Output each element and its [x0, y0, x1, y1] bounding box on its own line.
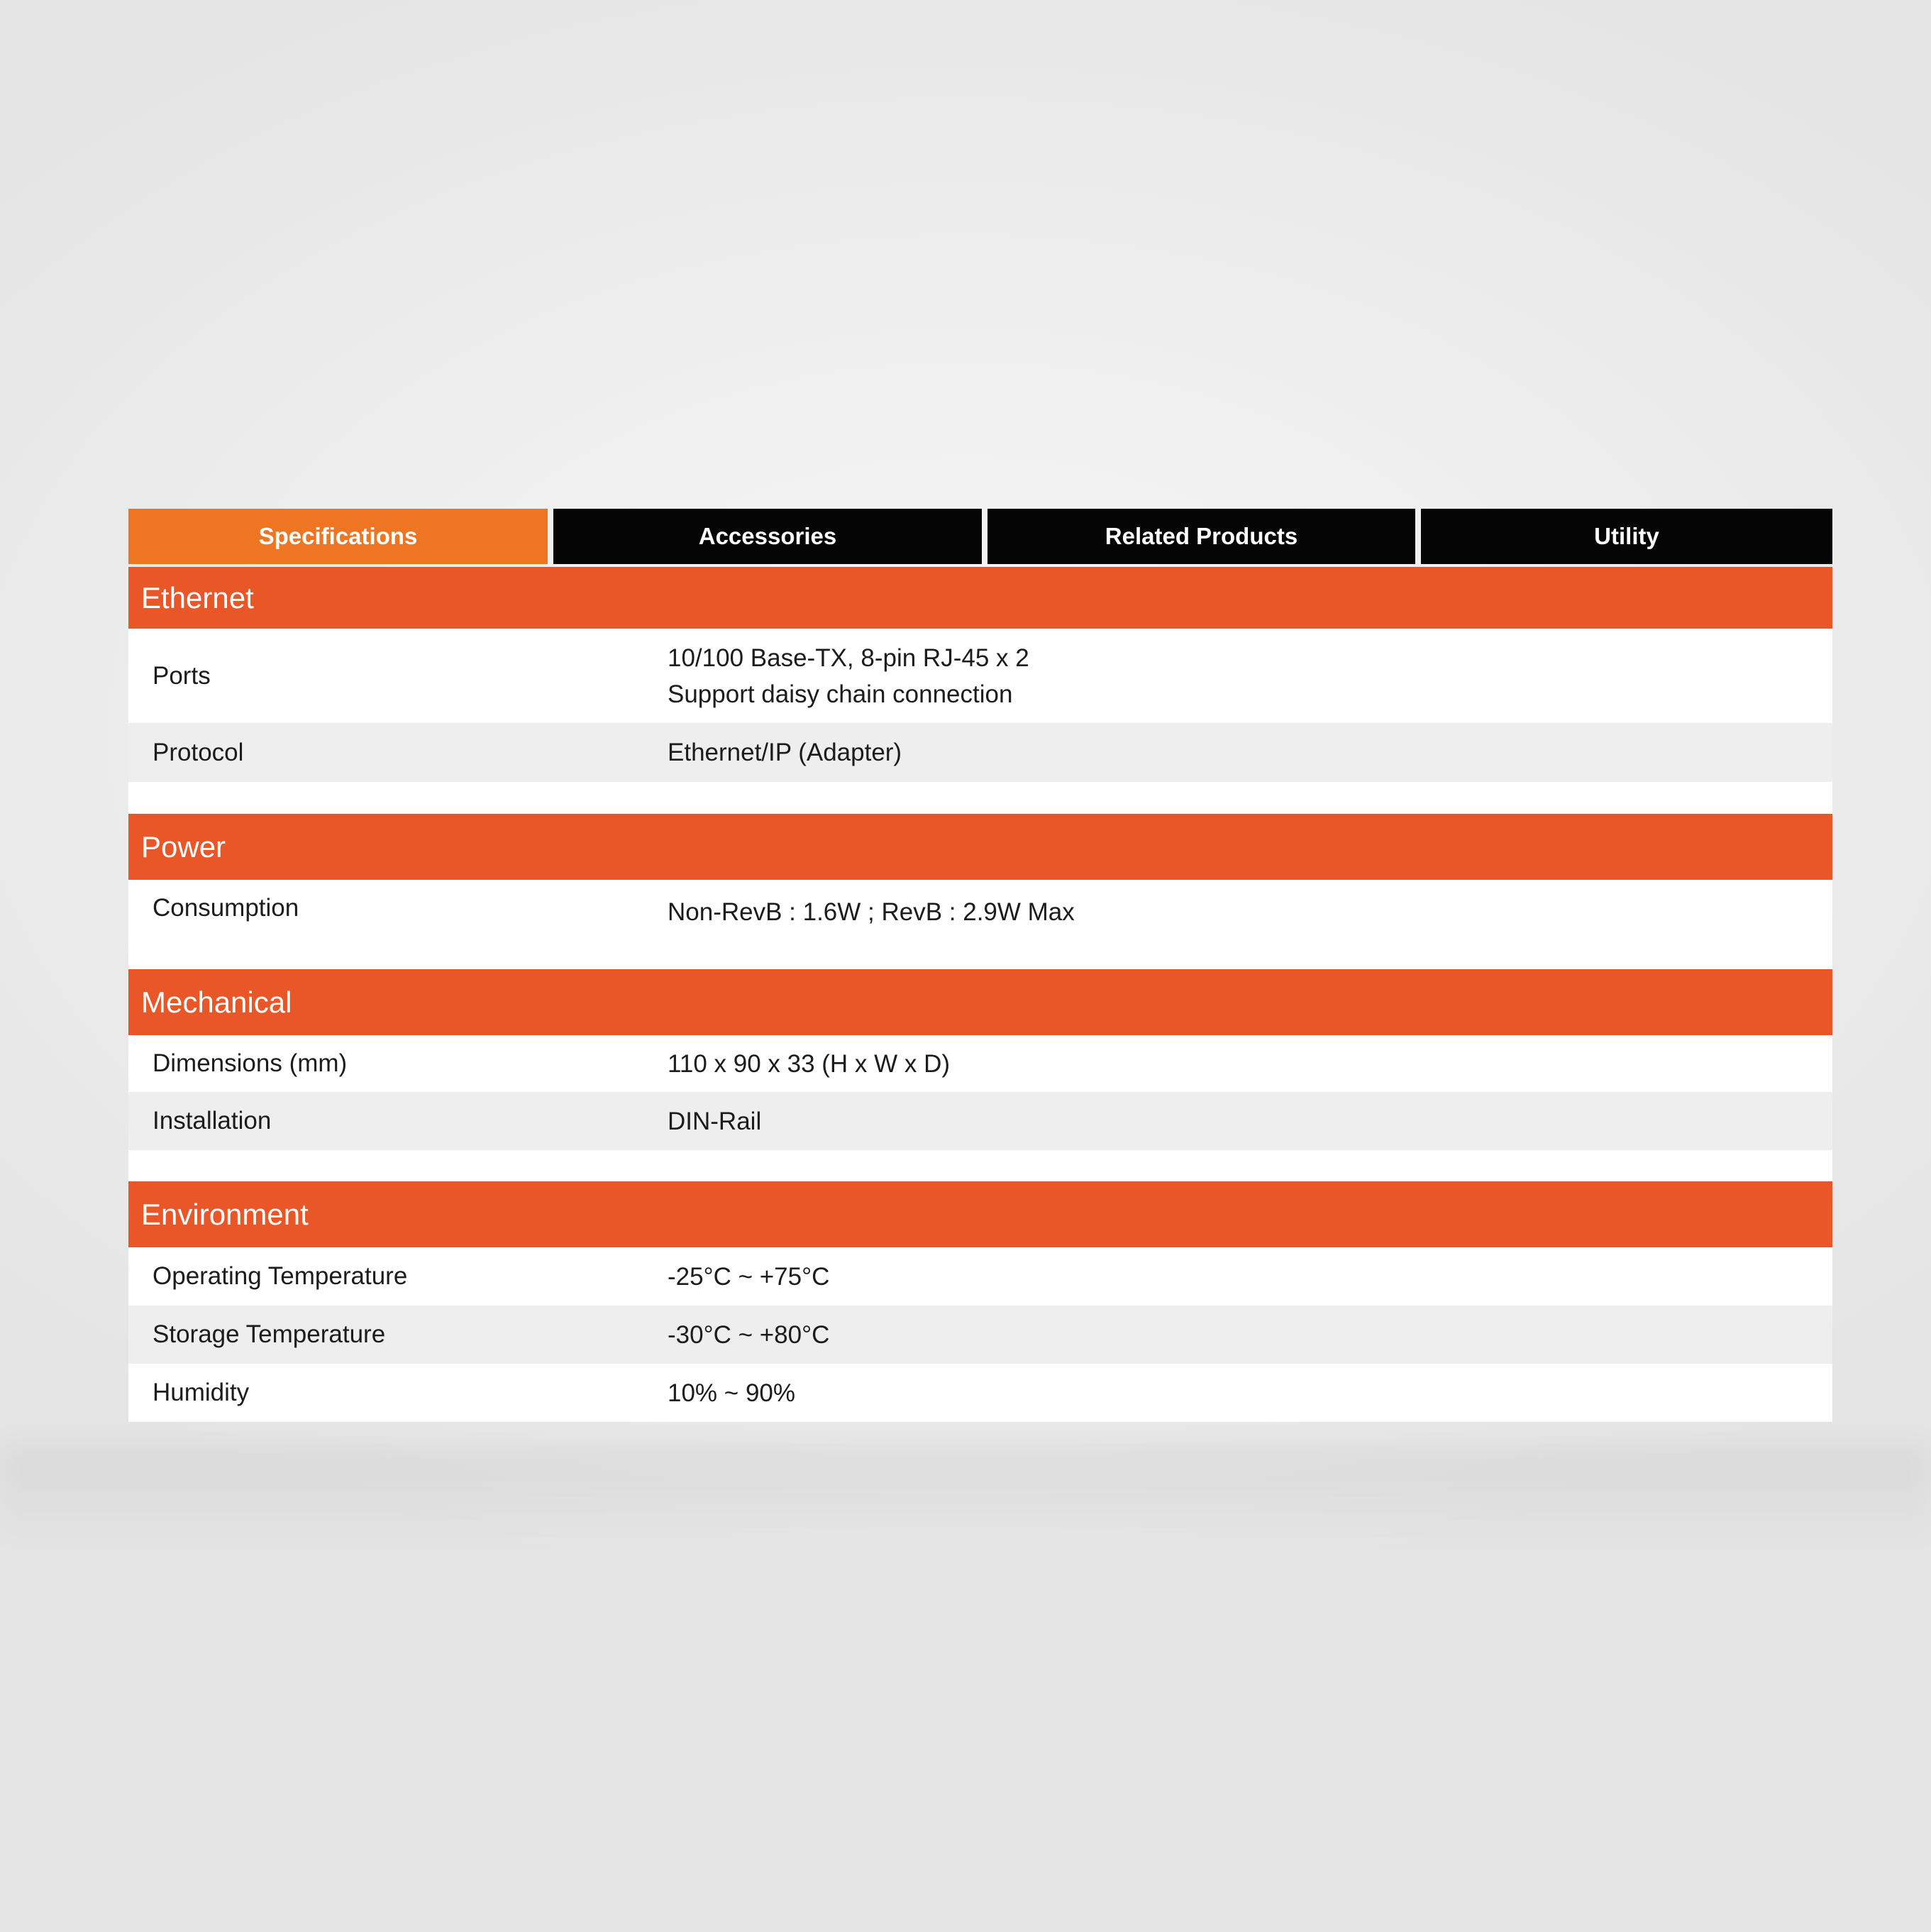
spec-value: [668, 640, 1832, 712]
floor-shadow: [0, 1447, 1931, 1547]
spec-row-dimensions: [128, 1035, 1832, 1092]
spec-label: Ports: [153, 661, 211, 690]
spec-label: Consumption: [153, 894, 299, 922]
spec-value: 110 x 90 x 33 (H x W x D): [668, 1049, 951, 1078]
spec-value-line: 10/100 Base-TX, 8-pin RJ-45 x 2: [668, 644, 1029, 672]
spec-panel: [128, 509, 1832, 1422]
spec-row-consumption: [128, 880, 1832, 969]
tab-bar: [128, 509, 1832, 564]
spec-label: Dimensions (mm): [153, 1049, 348, 1077]
tab-utility[interactable]: Utility: [1421, 509, 1832, 564]
spec-value-line: Support daisy chain connection: [668, 680, 1013, 708]
section-header-ethernet: Ethernet: [128, 567, 1832, 629]
spec-row-operating-temperature: [128, 1247, 1832, 1306]
spec-value: -30°C ~ +80°C: [668, 1320, 830, 1349]
tab-accessories[interactable]: Accessories: [553, 509, 982, 564]
section-header-power: Power: [128, 814, 1832, 880]
section-spacer: [128, 1150, 1832, 1181]
spec-label: Protocol: [153, 738, 244, 766]
spec-value: 10% ~ 90%: [668, 1379, 795, 1407]
spec-value: Ethernet/IP (Adapter): [668, 739, 902, 766]
spec-row-humidity: [128, 1364, 1832, 1422]
spec-table: [128, 567, 1832, 1422]
spec-value: Non-RevB : 1.6W ; RevB : 2.9W Max: [668, 898, 1075, 926]
spec-label: Storage Temperature: [153, 1320, 386, 1348]
tab-specifications[interactable]: Specifications: [128, 509, 548, 564]
section-header-environment: Environment: [128, 1181, 1832, 1247]
spec-row-protocol: [128, 723, 1832, 782]
spec-value: DIN-Rail: [668, 1107, 762, 1135]
spec-row-ports: [128, 629, 1832, 723]
spec-label: Humidity: [153, 1379, 250, 1406]
spec-label: Installation: [153, 1107, 272, 1135]
spec-row-storage-temperature: [128, 1306, 1832, 1364]
section-spacer: [128, 782, 1832, 814]
tab-related-products[interactable]: Related Products: [987, 509, 1415, 564]
spec-value: -25°C ~ +75°C: [668, 1262, 830, 1291]
section-header-mechanical: Mechanical: [128, 969, 1832, 1035]
spec-row-installation: [128, 1092, 1832, 1150]
spec-label: Operating Temperature: [153, 1262, 408, 1290]
